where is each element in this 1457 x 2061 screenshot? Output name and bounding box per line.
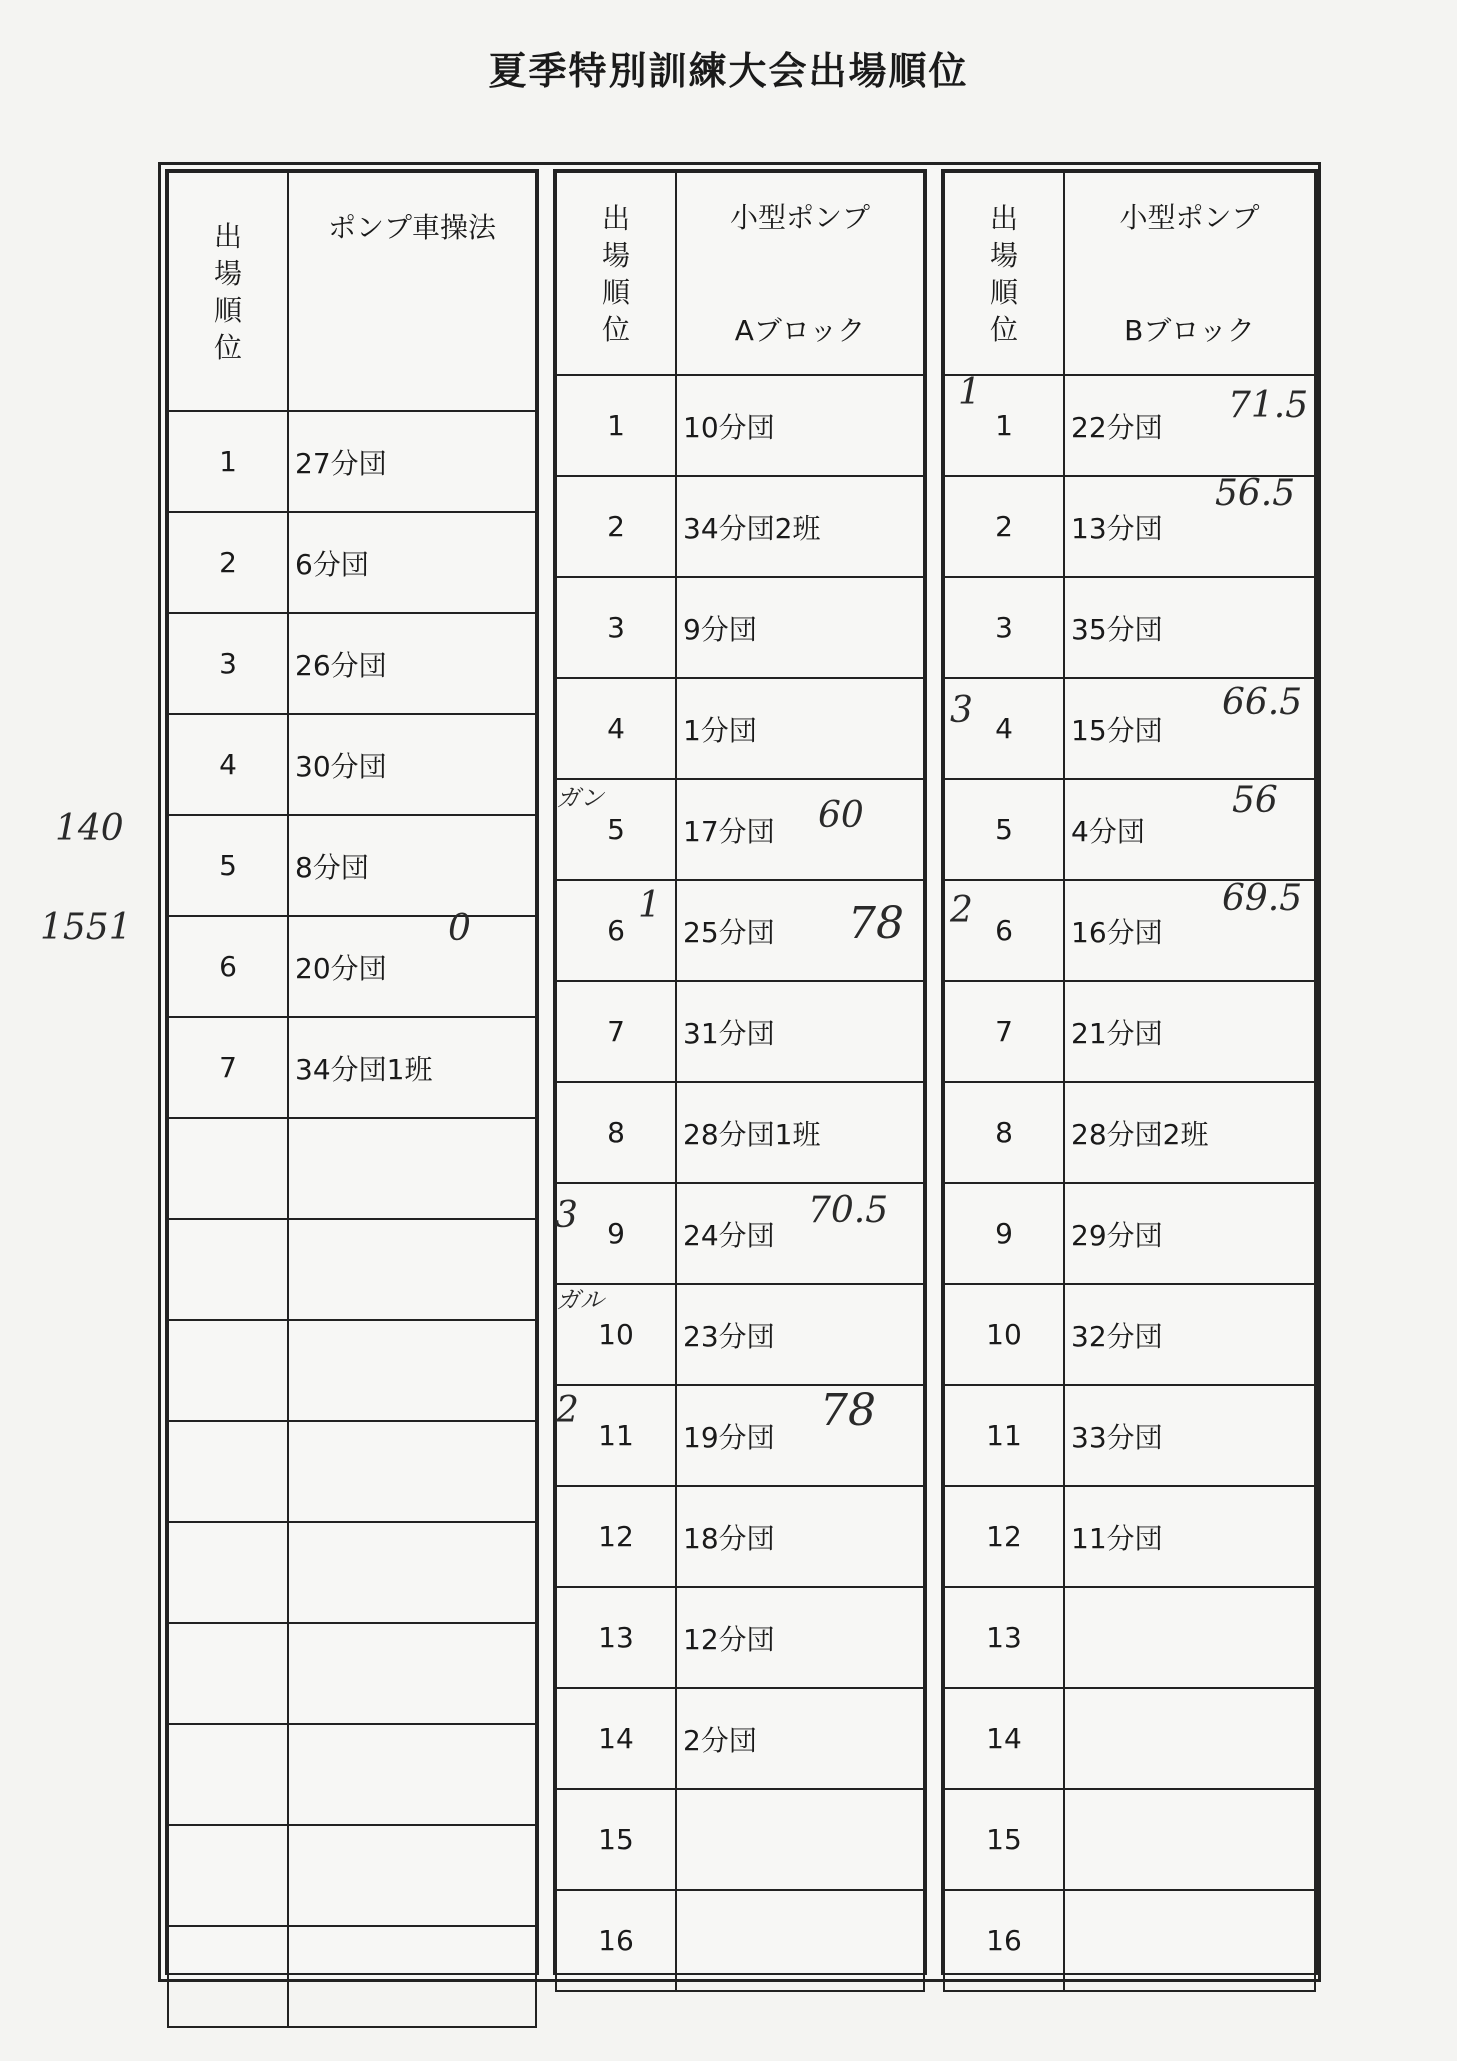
order-number: 6 [556,880,676,981]
order-number: 9 [944,1183,1064,1284]
order-number: 3 [944,577,1064,678]
order-number: 12 [944,1486,1064,1587]
order-number: 15 [944,1789,1064,1890]
order-number: 12 [556,1486,676,1587]
event-header: ポンプ車操法 [288,172,536,411]
table-row [556,678,924,779]
team-name: 27分団 [288,411,536,512]
team-name: 22分団 [1064,375,1315,476]
team-name [288,1421,536,1522]
team-name: 1分団 [676,678,924,779]
order-number: 1 [944,375,1064,476]
team-name: 33分団 [1064,1385,1315,1486]
team-name: 23分団 [676,1284,924,1385]
order-number: 13 [556,1587,676,1688]
handwritten-note: 2 [556,1390,579,1431]
team-name [1064,1789,1315,1890]
order-number: 5 [556,779,676,880]
table-row [944,1183,1315,1284]
team-name: 28分団1班 [676,1082,924,1183]
order-number: 1 [556,375,676,476]
team-name: 12分団 [676,1587,924,1688]
table-row [944,1486,1315,1587]
order-number: 2 [168,512,288,613]
table-row [168,815,536,916]
handwritten-note: 1 [638,885,661,926]
order-number: 3 [556,577,676,678]
team-name: 18分団 [676,1486,924,1587]
team-name [288,1926,536,2027]
order-number: 15 [556,1789,676,1890]
block-pump-car [165,169,539,1975]
order-number [168,1118,288,1219]
table-row [168,1118,536,1219]
team-name: 29分団 [1064,1183,1315,1284]
table-row [944,1284,1315,1385]
order-number: 11 [556,1385,676,1486]
team-name: 34分団1班 [288,1017,536,1118]
order-header: 出場順位 [944,172,1064,375]
table-row [168,1522,536,1623]
table-row [168,714,536,815]
team-name: 9分団 [676,577,924,678]
handwritten-note: ガン [556,784,604,812]
team-name: 16分団 [1064,880,1315,981]
ranking-table-small-pump-b [943,171,1316,1992]
table-row [168,1219,536,1320]
handwritten-note: ガル [556,1286,604,1314]
order-number: 16 [944,1890,1064,1991]
team-name [676,1789,924,1890]
team-name [288,1219,536,1320]
order-number: 10 [556,1284,676,1385]
order-number: 7 [556,981,676,1082]
handwritten-note: 78 [848,898,904,949]
table-row [944,981,1315,1082]
ranking-rows [556,375,924,1991]
table-row [944,1385,1315,1486]
order-number [168,1623,288,1724]
event-header: 小型ポンプ Bブロック [1064,172,1315,375]
handwritten-note: 56 [1232,780,1278,821]
table-row [944,1789,1315,1890]
team-name: 34分団2班 [676,476,924,577]
team-name [288,1825,536,1926]
team-name: 15分団 [1064,678,1315,779]
table-row [944,577,1315,678]
team-name: 11分団 [1064,1486,1315,1587]
table-row [168,916,536,1017]
team-name [1064,1890,1315,1991]
ranking-rows [168,411,536,2027]
order-number: 8 [556,1082,676,1183]
table-row [944,1688,1315,1789]
table-row [944,1587,1315,1688]
team-name [288,1623,536,1724]
handwritten-note: 70.5 [808,1190,889,1231]
block-small-pump-a [553,169,927,1975]
order-number: 5 [944,779,1064,880]
table-row [168,1320,536,1421]
handwritten-note: 3 [950,690,973,731]
table-row [556,1284,924,1385]
handwritten-note: 3 [555,1195,578,1236]
team-name [288,1118,536,1219]
page-title: 夏季特別訓練大会出場順位 [488,49,969,93]
table-row [556,1587,924,1688]
table-row [556,981,924,1082]
order-number: 14 [944,1688,1064,1789]
team-name: 31分団 [676,981,924,1082]
table-row [168,1623,536,1724]
team-name: 21分団 [1064,981,1315,1082]
order-number [168,1724,288,1825]
team-name: 20分団 [288,916,536,1017]
table-row [168,1926,536,2027]
order-number: 13 [944,1587,1064,1688]
handwritten-note: 140 [55,808,124,849]
team-name: 24分団 [676,1183,924,1284]
table-row [168,613,536,714]
team-name: 35分団 [1064,577,1315,678]
team-name: 26分団 [288,613,536,714]
team-name [288,1522,536,1623]
table-row [168,1421,536,1522]
order-number: 8 [944,1082,1064,1183]
table-row [168,1724,536,1825]
order-number: 14 [556,1688,676,1789]
order-number [168,1926,288,2027]
order-number: 10 [944,1284,1064,1385]
team-name: 10分団 [676,375,924,476]
table-row [556,577,924,678]
table-row [556,1082,924,1183]
event-header: 小型ポンプ Aブロック [676,172,924,375]
team-name: 30分団 [288,714,536,815]
handwritten-note: 60 [818,795,864,836]
team-name: 6分団 [288,512,536,613]
handwritten-note: 2 [950,890,973,931]
table-row [168,512,536,613]
table-row [944,1082,1315,1183]
table-row [168,1017,536,1118]
order-number: 2 [944,476,1064,577]
handwritten-note: 1 [958,372,981,413]
block-small-pump-b [941,169,1318,1975]
order-number [168,1522,288,1623]
table-row [556,1688,924,1789]
table-row [168,1825,536,1926]
handwritten-note: 71.5 [1228,385,1309,426]
order-number: 11 [944,1385,1064,1486]
order-number: 6 [168,916,288,1017]
table-row [556,1789,924,1890]
order-number [168,1421,288,1522]
order-number [168,1219,288,1320]
team-name: 19分団 [676,1385,924,1486]
team-name: 8分団 [288,815,536,916]
table-row [556,375,924,476]
order-number: 4 [944,678,1064,779]
table-row [556,476,924,577]
handwritten-note: 0 [448,908,471,949]
table-row [556,1486,924,1587]
order-number: 4 [556,678,676,779]
handwritten-note: 66.5 [1222,682,1303,723]
team-name: 4分団 [1064,779,1315,880]
order-number: 1 [168,411,288,512]
handwritten-note: 56.5 [1215,473,1296,514]
order-number [168,1825,288,1926]
order-number: 5 [168,815,288,916]
team-name: 17分団 [676,779,924,880]
order-number: 16 [556,1890,676,1991]
ranking-sheet [158,162,1321,1982]
ranking-table-small-pump-a [555,171,925,1992]
ranking-rows [944,375,1315,1991]
handwritten-note: 69.5 [1222,878,1303,919]
team-name [1064,1688,1315,1789]
order-header: 出場順位 [168,172,288,411]
team-name: 28分団2班 [1064,1082,1315,1183]
team-name: 2分団 [676,1688,924,1789]
team-name [676,1890,924,1991]
order-number [168,1320,288,1421]
team-name: 13分団 [1064,476,1315,577]
table-row [556,779,924,880]
team-name [1064,1587,1315,1688]
order-number: 9 [556,1183,676,1284]
handwritten-note: 78 [820,1385,876,1436]
team-name [288,1724,536,1825]
order-number: 7 [168,1017,288,1118]
order-number: 6 [944,880,1064,981]
team-name: 32分団 [1064,1284,1315,1385]
table-row [556,1890,924,1991]
ranking-table-pump-car [167,171,537,2028]
table-row [168,411,536,512]
team-name: 25分団 [676,880,924,981]
order-number: 2 [556,476,676,577]
handwritten-note: 1551 [40,907,132,948]
order-number: 7 [944,981,1064,1082]
order-header: 出場順位 [556,172,676,375]
table-row [944,1890,1315,1991]
team-name [288,1320,536,1421]
order-number: 3 [168,613,288,714]
order-number: 4 [168,714,288,815]
